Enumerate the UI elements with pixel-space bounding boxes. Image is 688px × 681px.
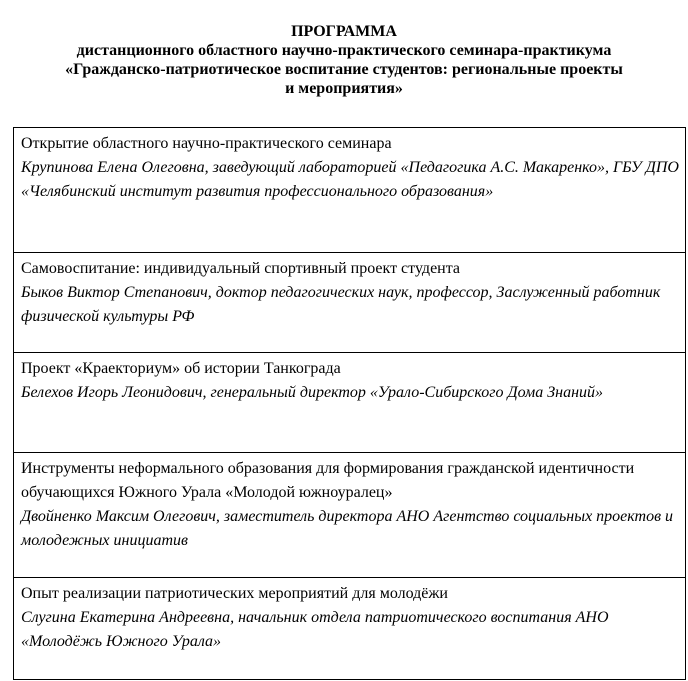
entry-speaker: Крупинова Елена Олеговна, заведующий лабораторией «Педагогика А.С. Макаренко», ГБУ ДПО «Челябинский институт развития профессионального образования» [21, 159, 679, 200]
entry-title: Инструменты неформального образования для формирования гражданской идентичности обучающихся Южного Урала «Молодой южноуралец» [21, 460, 635, 501]
table-row [14, 453, 686, 578]
entry-speaker: Слугина Екатерина Андреевна, начальник отдела патриотического воспитания АНО «Молодёжь Южного Урала» [21, 609, 609, 650]
program-table [13, 127, 686, 680]
table-row [14, 253, 686, 353]
program-entry-patriotic-events [14, 578, 686, 680]
table-row [14, 128, 686, 253]
program-entry-self-education [14, 253, 686, 353]
entry-title: Проект «Краекториум» об истории Танкограда [21, 360, 341, 377]
program-entry-opening [14, 128, 686, 253]
entry-speaker: Двойненко Максим Олегович, заместитель директора АНО Агентство социальных проектов и молодежных инициатив [21, 508, 674, 549]
program-entry-informal-education [14, 453, 686, 578]
document-subtitle-line-3: и мероприятия» [285, 80, 403, 97]
entry-speaker: Белехов Игорь Леонидович, генеральный директор «Урало-Сибирского Дома Знаний» [21, 384, 604, 401]
entry-title: Опыт реализации патриотических мероприятий для молодёжи [21, 585, 448, 602]
document-subtitle-line-1: дистанционного областного научно-практического семинара-практикума [76, 42, 612, 59]
document-subtitle-line-2: «Гражданско-патриотическое воспитание студентов: региональные проекты [65, 61, 623, 78]
entry-title: Открытие областного научно-практического семинара [21, 135, 392, 152]
table-row [14, 353, 686, 453]
program-entry-kraektorium [14, 353, 686, 453]
entry-speaker: Быков Виктор Степанович, доктор педагогических наук, профессор, Заслуженный работник физической культуры РФ [21, 284, 661, 325]
document-title: ПРОГРАММА [291, 23, 397, 40]
table-row [14, 578, 686, 680]
document-header [0, 22, 688, 98]
entry-title: Самовоспитание: индивидуальный спортивный проект студента [21, 260, 461, 277]
